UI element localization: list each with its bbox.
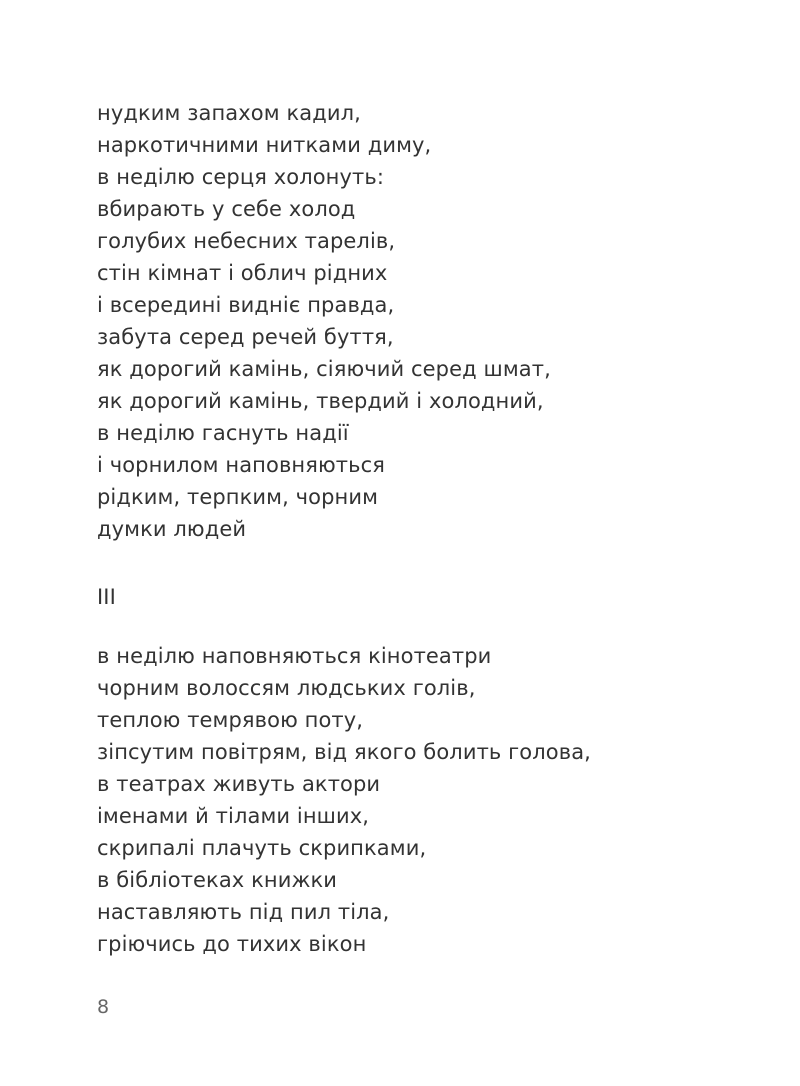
poem-line: нудким запахом кадил, (97, 101, 361, 125)
poem-line: наркотичними нитками диму, (97, 133, 432, 157)
poem-line: чорним волоссям людських голів, (97, 676, 476, 700)
poem-line: іменами й тілами інших, (97, 804, 370, 828)
poem-body (97, 97, 591, 960)
poem-line: як дорогий камінь, твердий і холодний, (97, 389, 544, 413)
section-heading-roman-numeral: ІІІ (97, 585, 116, 609)
poem-line: теплою темрявою поту, (97, 708, 364, 732)
poem-line: зіпсутим повітрям, від якого болить голова, (97, 740, 591, 764)
poem-line: гріючись до тихих вікон (97, 932, 367, 956)
poem-line: в неділю наповняються кінотеатри (97, 644, 492, 668)
poem-stanza-three (97, 640, 591, 960)
poem-line: в театрах живуть актори (97, 772, 381, 796)
poem-line: наставляють під пил тіла, (97, 900, 390, 924)
page-number: 8 (97, 996, 110, 1018)
poem-line: забута серед речей буття, (97, 325, 394, 349)
poem-line: думки людей (97, 517, 247, 541)
poem-line: як дорогий камінь, сіяючий серед шмат, (97, 357, 551, 381)
poem-line: голубих небесних тарелів, (97, 229, 396, 253)
poem-line: в бібліотеках книжки (97, 868, 338, 892)
poem-line: в неділю гаснуть надії (97, 421, 349, 445)
poem-line: вбирають у себе холод (97, 197, 356, 221)
poem-line: і всередині видніє правда, (97, 293, 395, 317)
poem-line: в неділю серця холонуть: (97, 165, 385, 189)
poem-line: скрипалі плачуть скрипками, (97, 836, 427, 860)
poem-line: рідким, терпким, чорним (97, 485, 379, 509)
poem-line: і чорнилом наповняються (97, 453, 385, 477)
poem-stanza-continuation (97, 97, 591, 545)
poem-line: стін кімнат і облич рідних (97, 261, 388, 285)
